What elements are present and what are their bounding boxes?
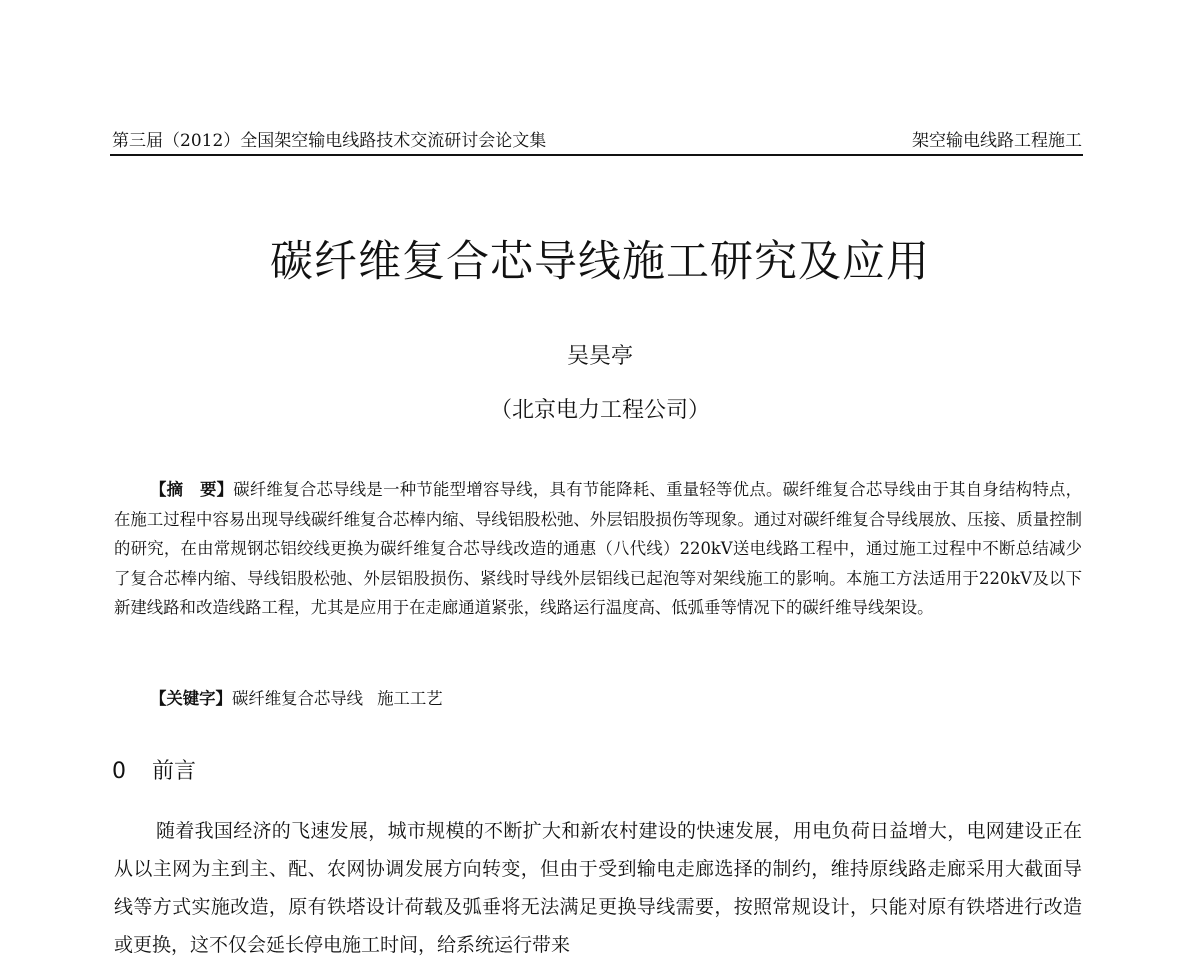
abstract-text: 碳纤维复合芯导线是一种节能型增容导线，具有节能降耗、重量轻等优点。碳纤维复合芯导线由于其自身结构特点，在施工过程中容易出现导线碳纤维复合芯棒内缩、导线铝股松弛、外层铝股损伤等现象。通过对碳纤维复合导线展放、压接、质量控制的研究，在由常规钢芯铝绞线更换为碳纤维复合芯导线改造的通惠（八代线）220kV送电线路工程中，通过施工过程中不断总结减少了复合芯棒内缩、导线铝股松弛、外层铝股损伤、紧线时导线外层铝线已起泡等对架线施工的影响。本施工方法适用于220kV及以下新建线路和改造线路工程，尤其是应用于在走廊通道紧张，线路运行温度高、低弧垂等情况下的碳纤维导线架设。 <box>114 480 1083 618</box>
header-rule <box>110 154 1083 156</box>
running-header-proceedings: 第三届（2012）全国架空输电线路技术交流研讨会论文集 <box>112 131 547 151</box>
running-header <box>112 128 1082 154</box>
keyword-item: 施工工艺 <box>377 689 443 708</box>
paper-affiliation: （北京电力工程公司） <box>489 398 710 423</box>
keywords-label: 【关键字】 <box>150 689 232 708</box>
keywords <box>150 686 1080 712</box>
paper-title: 碳纤维复合芯导线施工研究及应用 <box>270 237 930 287</box>
abstract <box>114 475 1082 623</box>
section-title: 前言 <box>152 759 197 784</box>
section-heading <box>112 756 196 788</box>
body-paragraph: 随着我国经济的飞速发展，城市规模的不断扩大和新农村建设的快速发展，用电负荷日益增大，电网建设正在从以主网为主到主、配、农网协调发展方向转变，但由于受到输电走廊选择的制约，维持原线路走廊采用大截面导线等方式实施改造，原有铁塔设计荷载及弧垂将无法满足更换导线需要，按照常规设计，只能对原有铁塔进行改造或更换，这不仅会延长停电施工时间，给系统运行带来 <box>114 820 1082 956</box>
abstract-label: 【摘 要】 <box>150 480 234 499</box>
keyword-item: 碳纤维复合芯导线 <box>231 689 364 708</box>
paper-author: 吴昊亭 <box>566 344 633 369</box>
section-number: 0 <box>112 759 126 784</box>
running-header-section: 架空输电线路工程施工 <box>912 131 1082 151</box>
